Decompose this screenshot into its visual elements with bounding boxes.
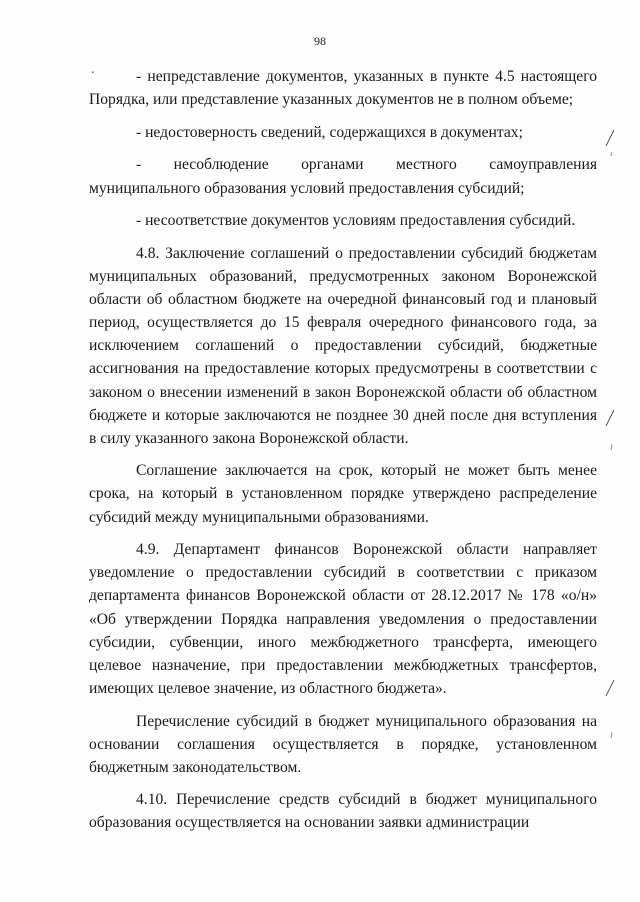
paragraph-4-9: 4.9. Департамент финансов Воронежской области направляет уведомление о предоставлении субсидий в соответствии с приказом департамента финансов Воронежской области от 28.12.2017 № 178 «о/н» «Об утверждении Порядка направления уведомления о предоставлении субсидии, субвенции, иного межбюджетного трансферта, имеющего целевое назначение, при предоставлении межбюджетных трансфертов, имеющих целевое значение, из областного бюджета». bbox=[89, 541, 597, 697]
paragraph-transfer: Перечисление субсидий в бюджет муниципального образования на основании соглашения осуществляется в порядке, установленном бюджетным законодательством. bbox=[89, 712, 597, 776]
document-body bbox=[89, 65, 597, 835]
paragraph-list-item-3: - несоблюдение органами местного самоуправления муниципального образования условий предоставления субсидий; bbox=[89, 156, 597, 197]
margin-tick-mark bbox=[602, 440, 622, 470]
margin-slash-mark bbox=[602, 128, 622, 158]
paragraph-agreement-term: Соглашение заключается на срок, который не может быть менее срока, на который в установленном порядке утверждено распределение субсидий между муниципальными образованиями. bbox=[89, 462, 597, 526]
paragraph-list-item-2: - недостоверность сведений, содержащихся в документах; bbox=[136, 123, 523, 141]
paragraph-4-10: 4.10. Перечисление средств субсидий в бюджет муниципального образования осуществляется на основании заявки администрации bbox=[89, 791, 597, 832]
page-number: 98 bbox=[314, 34, 326, 48]
margin-tick-mark bbox=[602, 728, 622, 758]
margin-slash-mark bbox=[602, 408, 622, 438]
paragraph-list-item-4: - несоответствие документов условиям предоставления субсидий. bbox=[136, 212, 576, 230]
stray-dot-mark: . bbox=[91, 62, 95, 77]
paragraph-4-8: 4.8. Заключение соглашений о предоставлении субсидий бюджетам муниципальных образований, предусмотренных законом Воронежской области об областном бюджете на очередной финансовый год и плановый период, осуществляется до 15 февраля очередного финансового года, за исключением соглашений о предоставлении субсидий, бюджетные ассигнования на предоставление которых предусмотрены в соответствии с законом о внесении изменений в закон Воронежской области об областном бюджете и которые заключаются не позднее 30 дней после дня вступления в силу указанного закона Воронежской области. bbox=[89, 244, 597, 447]
paragraph-list-item-1: - непредставление документов, указанных в пункте 4.5 настоящего Порядка, или представление указанных документов не в полном объеме; bbox=[89, 68, 597, 109]
margin-slash-mark bbox=[602, 678, 622, 708]
